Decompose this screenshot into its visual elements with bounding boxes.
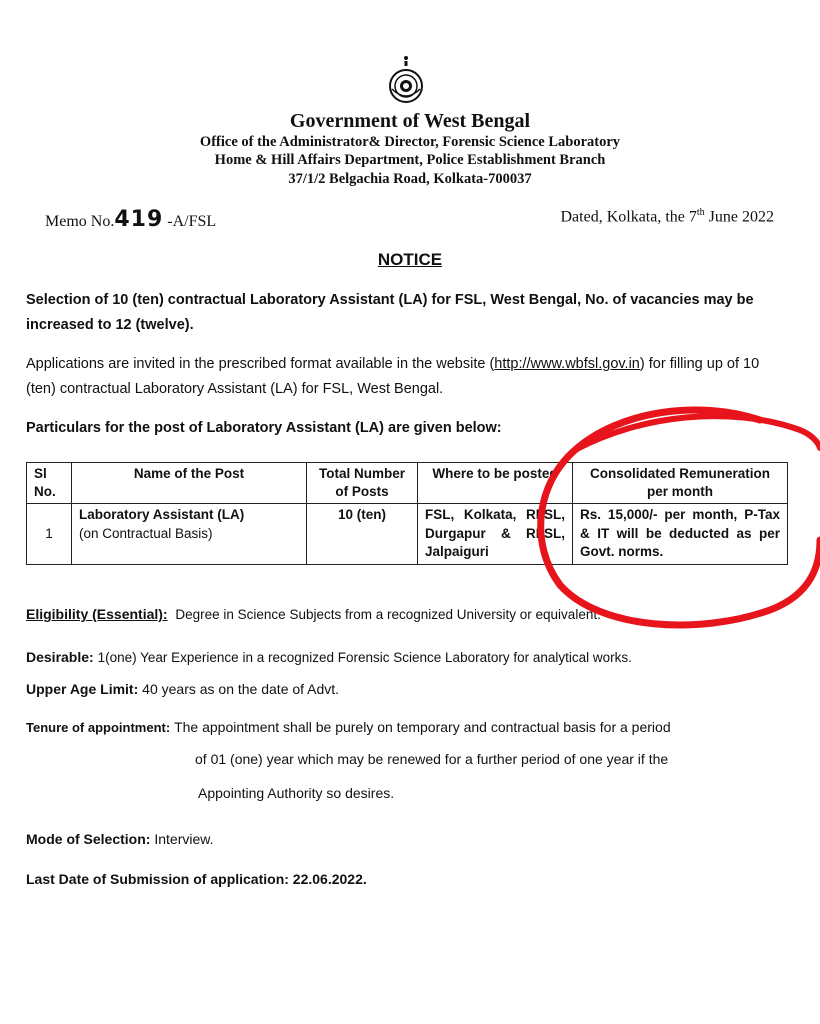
annotation-stroke-tail: [575, 416, 820, 450]
header-where-posted: Where to be posted: [418, 463, 573, 504]
date-prefix: Dated, Kolkata, the 7: [560, 208, 697, 226]
tenure-label: Tenure of appointment:: [26, 720, 171, 735]
cell-remuneration: Rs. 15,000/- per month, P-Tax & IT will be deducted as per Govt. norms.: [573, 504, 788, 565]
cell-sl: 1: [27, 504, 72, 565]
last-date-line: Last Date of Submission of application: 22.06.2022.: [26, 871, 367, 887]
age-label: Upper Age Limit:: [26, 681, 139, 697]
eligibility-label: Eligibility (Essential):: [26, 606, 168, 622]
desirable-label: Desirable:: [26, 649, 94, 665]
annotation-stroke: [541, 410, 820, 625]
eligibility-value: Degree in Science Subjects from a recognized University or equivalent.: [175, 607, 601, 622]
notice-heading: NOTICE: [377, 250, 443, 269]
post-basis: (on Contractual Basis): [79, 525, 213, 541]
memo-prefix: Memo No.: [45, 213, 115, 230]
particulars-heading: Particulars for the post of Laboratory Assistant (LA) are given below:: [26, 420, 502, 436]
header-post-name: Name of the Post: [72, 463, 307, 504]
header-remuneration: Consolidated Remuneration per month: [573, 463, 788, 504]
post-name: Laboratory Assistant (LA): [79, 507, 245, 522]
selection-paragraph: Selection of 10 (ten) contractual Laboratory Assistant (LA) for FSL, West Bengal, No. of vacancies may be increased to 12 (twelve).: [26, 292, 754, 333]
cell-total: 10 (ten): [307, 504, 418, 565]
header-sl-no: Sl No.: [27, 463, 72, 504]
memo-handwritten-number: 419: [114, 207, 164, 232]
website-link[interactable]: http://www.wbfsl.gov.in: [494, 356, 640, 372]
desirable-value: 1(one) Year Experience in a recognized Forensic Science Laboratory for analytical works.: [97, 650, 632, 665]
date-superscript: th: [696, 207, 705, 218]
header-total-posts: Total Number of Posts: [307, 463, 418, 504]
cell-where: FSL, Kolkata, RFSL, Durgapur & RFSL, Jalpaiguri: [418, 504, 573, 565]
date-suffix: June 2022: [704, 208, 774, 226]
office-address: 37/1/2 Belgachia Road, Kolkata-700037: [288, 171, 532, 187]
office-name: Office of the Administrator& Director, Forensic Science Laboratory: [199, 134, 621, 150]
applications-text-before: Applications are invited in the prescribed format available in the website (: [26, 356, 495, 372]
department-name: Home & Hill Affairs Department, Police Establishment Branch: [214, 152, 606, 168]
mode-value: Interview.: [154, 831, 214, 847]
government-title: Government of West Bengal: [289, 110, 531, 132]
tenure-text-3: Appointing Authority so desires.: [198, 785, 395, 801]
applications-text-after: ) for filling up of 10 (ten) contractual Laboratory Assistant (LA) for FSL, West Bengal.: [26, 356, 760, 397]
memo-suffix: -A/FSL: [163, 213, 217, 230]
mode-label: Mode of Selection:: [26, 831, 151, 847]
age-value: 40 years as on the date of Advt.: [142, 681, 340, 697]
tenure-text-2: of 01 (one) year which may be renewed for a further period of one year if the: [195, 751, 669, 767]
tenure-text-1: The appointment shall be purely on temporary and contractual basis for a period: [174, 719, 671, 735]
